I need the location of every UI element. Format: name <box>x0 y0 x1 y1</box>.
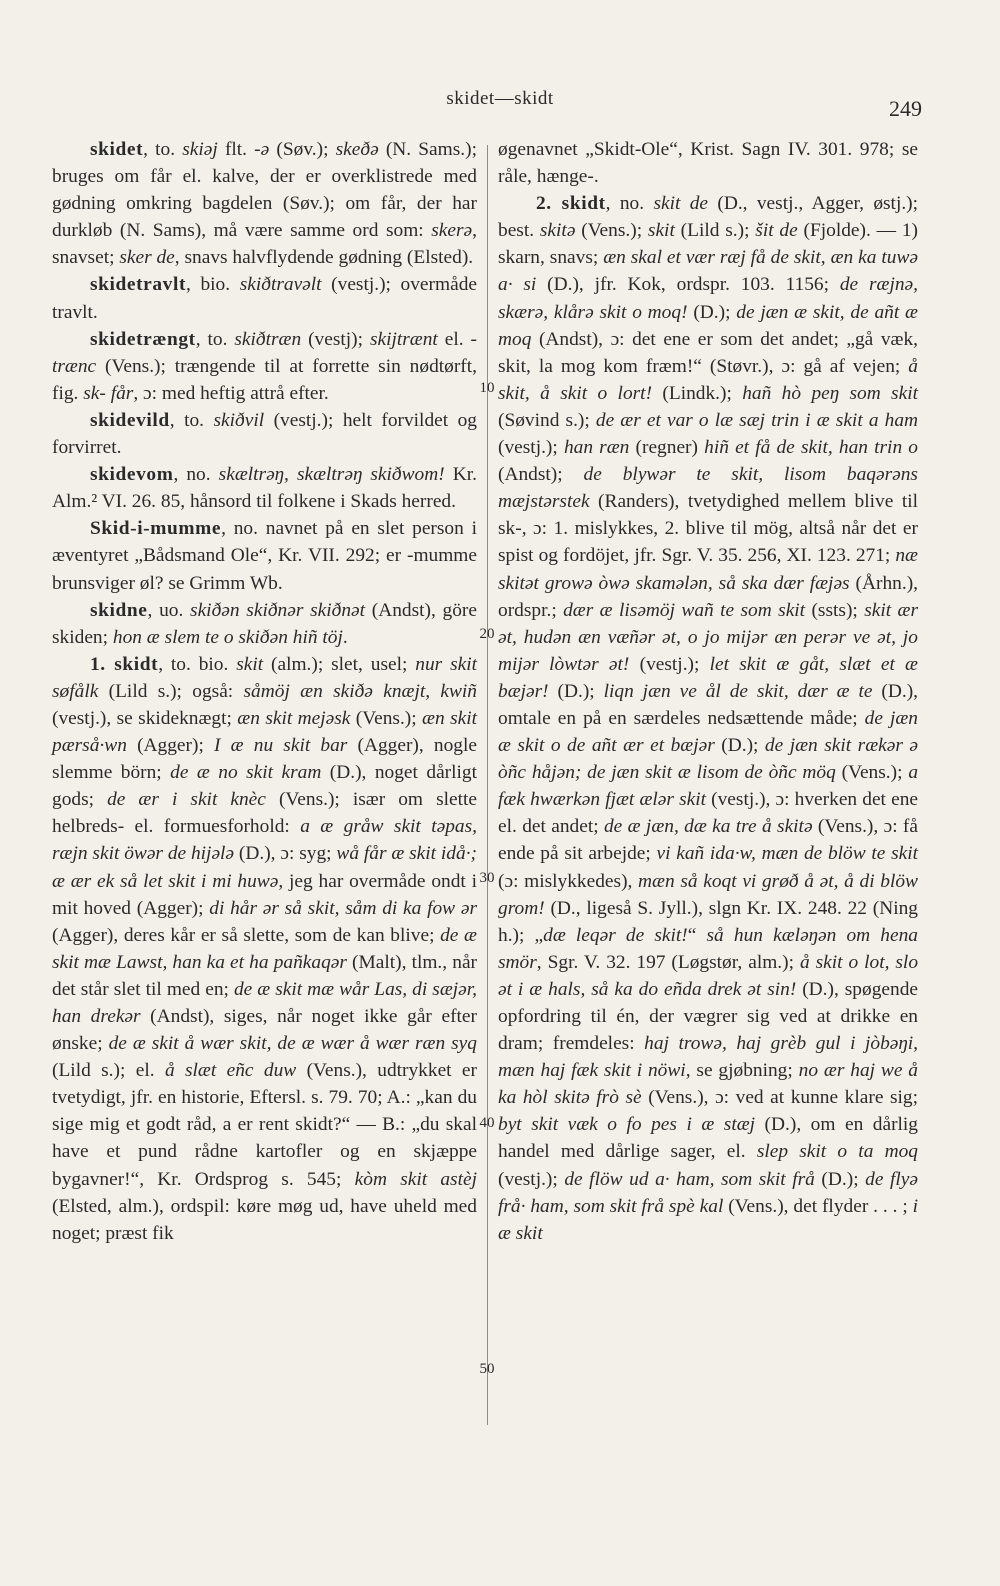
headword: skidetrængt <box>90 328 196 350</box>
line-number: 10 <box>479 380 495 396</box>
dictionary-entry <box>52 461 477 515</box>
entry-body: , to. bio. skit (alm.); slet, usel; nur skit søfålk (Lild s.); også: såmöj æn skiðə knæjt, kwiñ (vestj.), se skideknægt; æn skit mejəsk (Vens.); æn skit pærså·wn (Agger); I æ nu skit bar (Agger), nogle slemme börn; de æ no skit kram (D.), noget dårligt gods; de ær i skit knèc (Vens.); især om slette helbreds- el. formuesforhold: a æ gråw skit təpas, ræjn skit öwər de hijələ (D.), ɔ: syg; wå får æ skit idå·; æ ær ek så let skit i mi huwə, jeg har overmåde ondt i mit hoved (Agger); di hår ər så skit, såm di ka fow ər (Agger), deres kår er så slette, som de kan blive; de æ skit mæ Lawst, han ka et ha pañkaqər (Malt), tlm., når det står slet til med en; de æ skit mæ wår Las, di sæjər, han drekər (Andst), siges, når noget ikke går efter ønske; de æ skit å wær skit, de æ wær å wær ræn syq (Lild s.); el. å slæt eñc duw (Vens.), udtrykket er tvetydigt, jfr. en historie, Eftersl. s. 79. 70; A.: „kan du sige mig et godt råd, a er rent skidt?“ — B.: „du skal have et pund rådne kartofler og en skjæppe bygavner!“, Kr. Ordsprog s. 545; kòm skit astèj (Elsted, alm.), ordspil: køre møg ud, have uheld med noget; præst fik <box>52 653 478 1244</box>
headword: 2. skidt <box>536 193 606 215</box>
headword: skidetravlt <box>90 274 187 296</box>
left-column <box>52 136 477 1247</box>
headword: skidevom <box>90 464 174 486</box>
entry-body: , bio. skiðtravəlt (vestj.); overmåde travlt. <box>52 274 477 323</box>
entry-body: , to. skiəj flt. -ə (Søv.); skeðə (N. Sams.); bruges om får el. kalve, der er overklistrede med gødning omkring bagdelen (Søv.); om får, der har durkløb (N. Sams), må være samme ord som: skerə, snavset; sker de, snavs halvflydende gødning (Elsted). <box>52 139 477 269</box>
entry-body: , no. skæltrəŋ, skæltrəŋ skiðwom! Kr. Alm.² VI. 26. 85, hånsord til folkene i Skads herred. <box>52 464 477 513</box>
headword: skidet <box>90 139 144 160</box>
line-number: 20 <box>479 626 495 642</box>
page-number: 249 <box>889 96 922 121</box>
dictionary-entry <box>52 651 477 1247</box>
headword: skidevild <box>90 409 170 431</box>
dictionary-entry <box>52 326 477 407</box>
running-header: skidet—skidt <box>446 88 554 109</box>
dictionary-entry <box>52 515 477 596</box>
dictionary-entry <box>52 597 477 651</box>
dictionary-entry <box>498 136 918 190</box>
line-number: 40 <box>479 1115 495 1131</box>
line-number: 50 <box>479 1361 495 1377</box>
entry-body: øgenavnet „Skidt-Ole“, Krist. Sagn IV. 301. 978; se råle, hænge-. <box>498 139 918 188</box>
dictionary-entry <box>52 407 477 461</box>
dictionary-entry <box>52 136 477 271</box>
column-divider <box>487 145 488 1425</box>
dictionary-entry <box>498 190 918 1247</box>
entry-body: , uo. skiðən skiðnər skiðnət (Andst), göre skiden; hon æ slem te o skiðən hiñ töj. <box>52 599 477 648</box>
headword: 1. skidt <box>90 653 159 675</box>
entry-body: , to. skiðtræn (vestj); skijtrænt el. -trænc (Vens.); trængende til at forrette sin nødtørft, fig. sk- får, ɔ: med heftig attrå efter. <box>52 328 477 404</box>
entry-body: , no. skit de (D., vestj., Agger, østj.); best. skitə (Vens.); skit (Lild s.); šit de (Fjolde). — 1) skarn, snavs; æn skal et vær ræj få de skit, æn ka tuwə a· si (D.), jfr. Kok, ordspr. 103. 1156; de ræjnə, skærə, klårə skit o moq! (D.); de jæn æ skit, de añt æ moq (Andst), ɔ: det ene er som det andet; „gå væk, skit, la mog kom fræm!“ (Støvr.), ɔ: gå af vejen; å skit, å skit o lort! (Lindk.); hañ hò peŋ som skit (Søvind s.); de ær et var o læ sæj trin i æ skit a ham (vestj.); han ræn (regner) hiñ et få de skit, han trin o (Andst); de blywər te skit, lisom baqərəns mæjstərstek (Randers), tvetydighed mellem blive til sk-, ɔ: 1. mislykkes, 2. blive til mög, altså når det er spist og fordöjet, jfr. Sgr. V. 35. 256, XI. 123. 271; næ skitət growə òwə skamələn, så ska dær fæjəs (Århn.), ordspr.; dær æ lisəmöj wañ te som skit (ssts); skit ær ət, hudən æn væñər ət, o jo mijər æn perər ve ət, jo mijər lòwtər ət! (vestj.); let skit æ gåt, slæt et æ bæjər! (D.); liqn jæn ve ål de skit, dær æ te (D.), omtale en på en særdeles nedsættende måde; de jæn æ skit o de añt ær et bæjər (D.); de jæn skit rækər ə òñc håjən; de jæn skit æ lisom de òñc möq (Vens.); a fæk hwærkən fjæt ælər skit (vestj.), ɔ: hverken det ene el. det andet; de æ jæn, dæ ka tre å skitə (Vens.), ɔ: få ende på sit arbejde; vi kañ ida·w, mæn de blöw te skit (ɔ: mislykkedes), mæn så koqt vi grøð å ət, å di blöw grom! (D., ligeså S. Jyll.), slgn Kr. IX. 248. 22 (Ning h.); „dæ leqər de skit!“ så hun kæləŋən om hena smör, Sgr. V. 32. 197 (Løgstør, alm.); å skit o lot, slo ət i æ hals, så ka do eñda drek ət sin! (D.), spøgende opfordring til én, der vægrer sig ved at drikke en dram; fremdeles: haj trowə, haj grèb gul i jòbəŋi, mæn haj fæk skit i nöwi, se gjøbning; no ær haj we å ka hòl skitə frò sè (Vens.), ɔ: ved at kunne klare sig; byt skit væk o fo pes i æ stæj (D.), om en dårlig handel med dårlige sager, el. slep skit o ta moq (vestj.); de flöw ud a· ham, som skit frå (D.); de flyə frå· ham, som skit frå spè kal (Vens.), det flyder . . . ; i æ skit <box>498 193 919 1244</box>
headword: Skid-i-mumme <box>90 518 222 540</box>
dictionary-entry <box>52 271 477 325</box>
entry-body: , no. navnet på en slet person i æventyret „Bådsmand Ole“, Kr. VII. 292; er -mumme brunsviger øl? se Grimm Wb. <box>52 518 477 594</box>
right-column <box>498 136 918 1247</box>
entry-body: , to. skiðvil (vestj.); helt forvildet og forvirret. <box>52 409 477 459</box>
headword: skidne <box>90 599 148 621</box>
line-number: 30 <box>479 870 495 886</box>
